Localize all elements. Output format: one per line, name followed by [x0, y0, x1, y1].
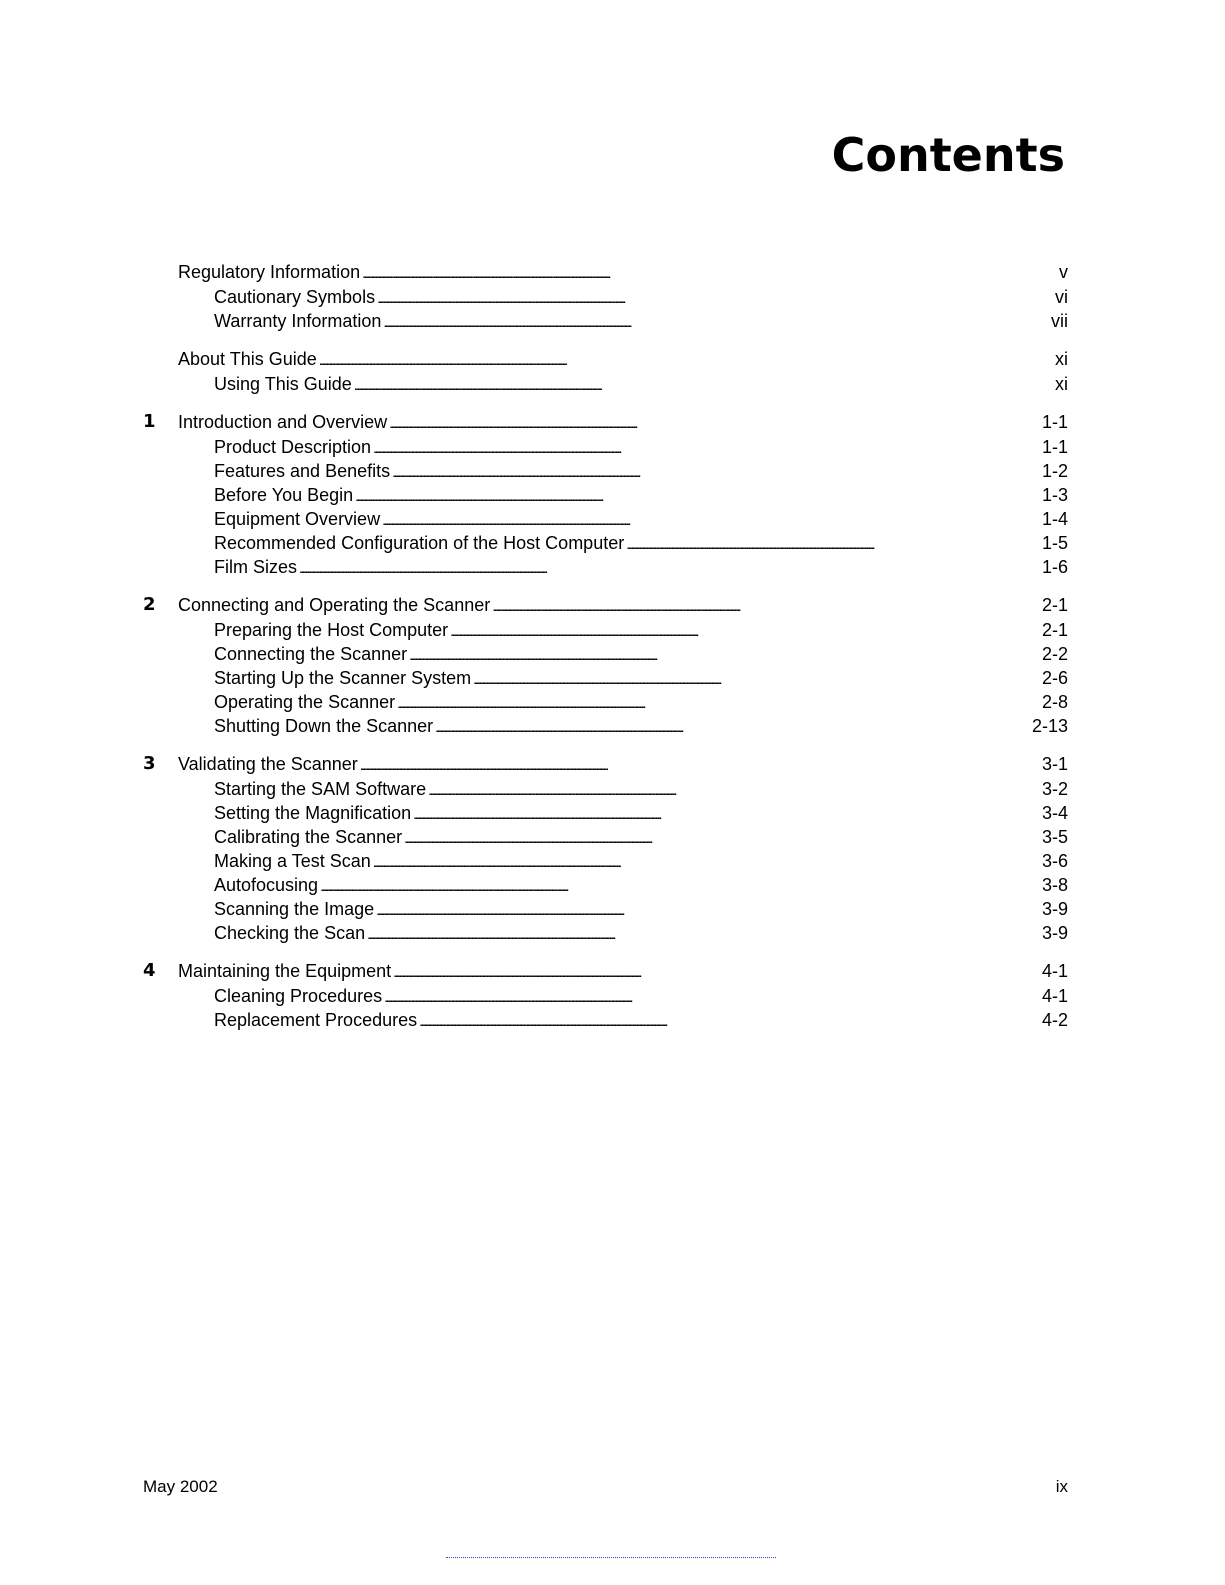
toc-entry-label: Replacement Procedures [214, 1010, 418, 1030]
toc-entry-label: Cautionary Symbols [214, 287, 376, 307]
toc-entry-label: Operating the Scanner [214, 692, 396, 712]
toc-section-entry[interactable] [143, 714, 1068, 738]
dot-leader [413, 801, 1041, 826]
toc-entry-page: 1-2 [1041, 461, 1068, 481]
toc-entry-label: Scanning the Image [214, 899, 375, 919]
toc-section-entry[interactable] [143, 849, 1068, 873]
toc-entry-label: Recommended Configuration of the Host Computer [214, 533, 625, 553]
dot-leader [373, 435, 1041, 460]
toc-entry-page: 1-5 [1041, 533, 1068, 553]
toc-section-entry[interactable] [143, 618, 1068, 642]
bottom-divider [446, 1557, 776, 1558]
toc-entry-page: 3-6 [1041, 851, 1068, 871]
dot-leader [360, 751, 1041, 778]
dot-leader [362, 259, 1058, 286]
dot-leader [450, 618, 1041, 643]
toc-entry-page: 1-6 [1041, 557, 1068, 577]
toc-group [143, 409, 1068, 579]
toc-entry-label: Connecting the Scanner [214, 644, 408, 664]
dot-leader [384, 984, 1041, 1009]
toc-chapter-entry[interactable] [143, 751, 1068, 777]
dot-leader [367, 921, 1041, 946]
dot-leader [382, 507, 1041, 532]
toc-entry-label: Starting Up the Scanner System [214, 668, 472, 688]
toc-entry-page: xi [1055, 374, 1068, 394]
toc-entry-page: 3-4 [1041, 803, 1068, 823]
toc-entry-label: Preparing the Host Computer [214, 620, 449, 640]
toc-section-entry[interactable] [143, 873, 1068, 897]
dot-leader [404, 825, 1041, 850]
toc-entry-label: Introduction and Overview [178, 412, 388, 432]
dot-leader [492, 592, 1041, 619]
toc-entry-label: Equipment Overview [214, 509, 381, 529]
dot-leader [393, 958, 1041, 985]
toc-chapter-entry[interactable] [143, 592, 1068, 618]
dot-leader [354, 372, 1054, 397]
toc-section-entry[interactable] [143, 921, 1068, 945]
toc-group [143, 346, 1068, 396]
toc-entry-page: 2-1 [1041, 595, 1068, 615]
chapter-number: 3 [143, 753, 156, 774]
toc-entry-page: xi [1055, 349, 1068, 369]
dot-leader [373, 849, 1041, 874]
toc-section-entry[interactable] [143, 285, 1068, 309]
dot-leader [409, 642, 1041, 667]
toc-entry-label: Features and Benefits [214, 461, 391, 481]
table-of-contents [143, 259, 1068, 1045]
toc-entry-label: Making a Test Scan [214, 851, 371, 871]
toc-entry-page: 2-1 [1041, 620, 1068, 640]
dot-leader [320, 873, 1041, 898]
toc-entry-label: About This Guide [178, 349, 317, 369]
toc-entry-page: 3-9 [1041, 923, 1068, 943]
toc-entry-page: 2-8 [1041, 692, 1068, 712]
toc-entry-label: Starting the SAM Software [214, 779, 427, 799]
dot-leader [473, 666, 1041, 691]
dot-leader [299, 555, 1041, 580]
toc-entry-label: Calibrating the Scanner [214, 827, 403, 847]
toc-entry-page: 1-1 [1041, 412, 1068, 432]
toc-chapter-entry[interactable] [143, 346, 1068, 372]
toc-group [143, 592, 1068, 738]
toc-group [143, 958, 1068, 1032]
dot-leader [355, 483, 1041, 508]
toc-entry-label: Warranty Information [214, 311, 382, 331]
toc-section-entry[interactable] [143, 531, 1068, 555]
toc-entry-page: 1-3 [1041, 485, 1068, 505]
toc-entry-page: 4-2 [1041, 1010, 1068, 1030]
toc-entry-page: 1-4 [1041, 509, 1068, 529]
dot-leader [377, 285, 1054, 310]
toc-entry-label: Film Sizes [214, 557, 298, 577]
toc-entry-label: Maintaining the Equipment [178, 961, 392, 981]
toc-section-entry[interactable] [143, 483, 1068, 507]
dot-leader [626, 531, 1041, 556]
toc-entry-page: 2-13 [1031, 716, 1068, 736]
toc-entry-page: 3-2 [1041, 779, 1068, 799]
toc-section-entry[interactable] [143, 555, 1068, 579]
toc-entry-label: Before You Begin [214, 485, 354, 505]
footer-page-number: ix [1055, 1477, 1068, 1496]
toc-section-entry[interactable] [143, 459, 1068, 483]
toc-entry-label: Autofocusing [214, 875, 319, 895]
toc-section-entry[interactable] [143, 642, 1068, 666]
toc-entry-page: 2-2 [1041, 644, 1068, 664]
footer-date: May 2002 [143, 1477, 218, 1496]
toc-section-entry[interactable] [143, 777, 1068, 801]
toc-entry-page: 1-1 [1041, 437, 1068, 457]
toc-entry-page: 2-6 [1041, 668, 1068, 688]
toc-entry-page: 3-1 [1041, 754, 1068, 774]
dot-leader [389, 409, 1041, 436]
toc-section-entry[interactable] [143, 801, 1068, 825]
toc-entry-label: Cleaning Procedures [214, 986, 383, 1006]
toc-entry-label: Connecting and Operating the Scanner [178, 595, 491, 615]
dot-leader [319, 346, 1054, 373]
chapter-number: 2 [143, 594, 156, 615]
toc-entry-label: Validating the Scanner [178, 754, 358, 774]
toc-entry-label: Using This Guide [214, 374, 352, 394]
dot-leader [392, 459, 1041, 484]
dot-leader [376, 897, 1041, 922]
toc-section-entry[interactable] [143, 666, 1068, 690]
page-title: Contents [831, 128, 1065, 182]
toc-group [143, 259, 1068, 333]
toc-section-entry[interactable] [143, 825, 1068, 849]
toc-entry-page: 3-9 [1041, 899, 1068, 919]
toc-chapter-entry[interactable] [143, 958, 1068, 984]
toc-entry-label: Checking the Scan [214, 923, 366, 943]
toc-section-entry[interactable] [143, 897, 1068, 921]
toc-entry-label: Shutting Down the Scanner [214, 716, 434, 736]
toc-section-entry[interactable] [143, 984, 1068, 1008]
toc-entry-page: v [1059, 262, 1068, 282]
toc-section-entry[interactable] [143, 507, 1068, 531]
toc-entry-page: 3-8 [1041, 875, 1068, 895]
toc-entry-label: Setting the Magnification [214, 803, 412, 823]
chapter-number: 4 [143, 960, 156, 981]
toc-section-entry[interactable] [143, 1008, 1068, 1032]
toc-section-entry[interactable] [143, 690, 1068, 714]
toc-chapter-entry[interactable] [143, 259, 1068, 285]
toc-entry-page: vi [1055, 287, 1068, 307]
toc-group [143, 751, 1068, 945]
dot-leader [383, 309, 1050, 334]
toc-entry-page: 3-5 [1041, 827, 1068, 847]
dot-leader [435, 714, 1031, 739]
toc-section-entry[interactable] [143, 435, 1068, 459]
chapter-number: 1 [143, 411, 156, 432]
toc-section-entry[interactable] [143, 372, 1068, 396]
dot-leader [428, 777, 1041, 802]
dot-leader [397, 690, 1041, 715]
toc-chapter-entry[interactable] [143, 409, 1068, 435]
toc-section-entry[interactable] [143, 309, 1068, 333]
toc-entry-page: vii [1051, 311, 1068, 331]
toc-entry-label: Product Description [214, 437, 372, 457]
toc-entry-label: Regulatory Information [178, 262, 361, 282]
dot-leader [419, 1008, 1041, 1033]
toc-entry-page: 4-1 [1041, 961, 1068, 981]
toc-entry-page: 4-1 [1041, 986, 1068, 1006]
